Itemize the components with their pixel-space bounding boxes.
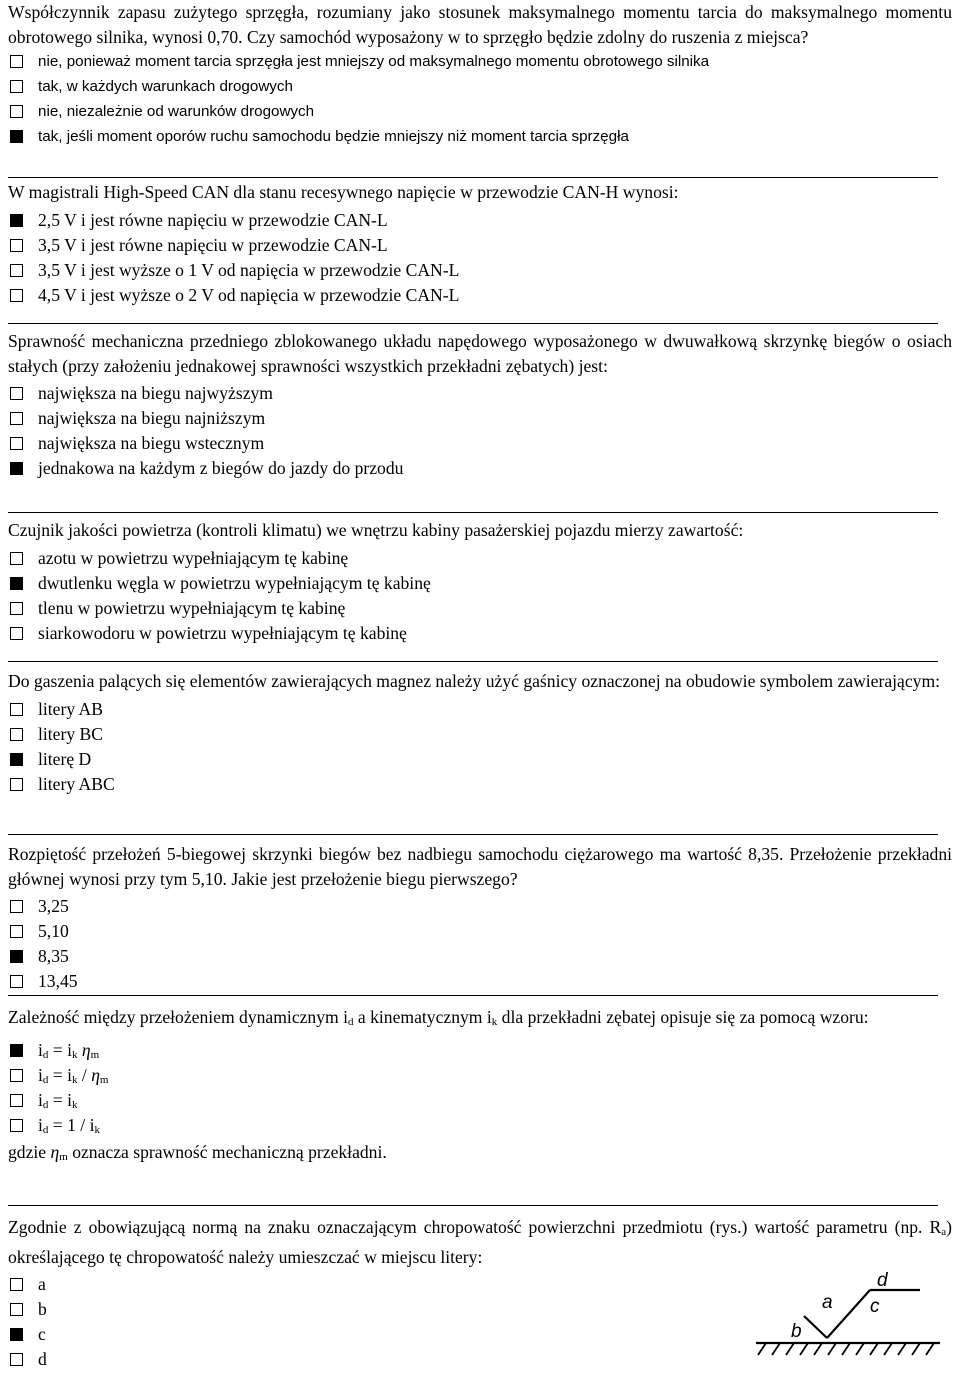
stem-text: a kinematycznym i [353,1007,492,1027]
answer-option[interactable] [8,124,952,149]
answer-option[interactable] [8,258,952,283]
question-stem: Sprawność mechaniczna przedniego zblokowanego układu napędowego wyposażonego w dwuwałkową skrzynkę biegów o osiach stałych (przy założeniu jednakowej sprawności wszystkich przekładni zębatych) jest: [8,331,952,376]
checkbox[interactable] [10,1353,23,1366]
answer-option[interactable] [8,1063,952,1088]
checkbox[interactable] [10,55,23,68]
option-label: litery AB [38,698,103,719]
separator [8,177,938,178]
checkbox[interactable] [10,552,23,565]
answer-option[interactable] [8,208,952,233]
answer-option[interactable] [8,571,952,596]
checkbox-checked[interactable] [10,1328,23,1341]
answer-option[interactable] [8,546,952,571]
answer-option[interactable] [8,697,952,722]
checkbox[interactable] [10,602,23,615]
checkbox[interactable] [10,1278,23,1291]
question-stem: W magistrali High-Speed CAN dla stanu recesywnego napięcie w przewodzie CAN-H wynosi: [8,182,679,202]
question-3 [8,329,952,481]
checkbox-checked[interactable] [10,214,23,227]
checkbox-checked[interactable] [10,130,23,143]
answer-option[interactable] [8,621,952,646]
option-label: b [38,1299,47,1319]
checkbox[interactable] [10,289,23,302]
option-label: dwutlenku węgla w powietrzu wypełniającym tę kabinę [38,572,431,593]
option-label: jednakowa na każdym z biegów do jazdy do przodu [38,458,404,478]
checkbox[interactable] [10,778,23,791]
option-label: 3,25 [38,896,69,916]
separator [8,512,938,513]
question-stem: Współczynnik zapasu zużytego sprzęgła, rozumiany jako stosunek maksymalnego momentu tarcia do maksymalnego momentu obrotowego silnika, wynosi 0,70. Czy samochód wyposażony w to sprzęgło będzie zdolny do ruszenia z miejsca? [8,2,952,47]
surface-hatching [758,1343,934,1355]
answer-option[interactable] [8,283,952,308]
option-label: siarkowodoru w powietrzu wypełniającym tę kabinę [38,622,407,643]
option-label: tlenu w powietrzu wypełniającym tę kabinę [38,597,346,618]
checkbox[interactable] [10,264,23,277]
answer-option[interactable] [8,1038,952,1063]
answer-option[interactable] [8,969,952,994]
option-label: azotu w powietrzu wypełniającym tę kabinę [38,547,349,568]
stem-text: dla przekładni zębatej opisuje się za pomocą wzoru: [497,1007,869,1027]
checkbox[interactable] [10,728,23,741]
answer-option[interactable] [8,233,952,258]
answer-option[interactable] [8,919,952,944]
checkbox[interactable] [10,80,23,93]
option-label: 2,5 V i jest równe napięciu w przewodzie CAN-L [38,209,388,230]
stem-text: Zależność między przełożeniem dynamicznym i [8,1007,349,1027]
checkbox[interactable] [10,900,23,913]
separator [8,1205,938,1206]
option-label: tak, w każdych warunkach drogowych [38,78,293,95]
symbol-long-leg [827,1290,870,1338]
separator [8,834,938,835]
formula: $i_d = 1 / i_k$ [38,1114,100,1136]
checkbox-checked[interactable] [10,753,23,766]
question-2 [8,180,952,308]
answer-option[interactable] [8,456,952,481]
stem-text: ) określającego tę chropowatość należy umieszczać w miejscu litery: [8,1217,952,1267]
answer-option[interactable] [8,74,952,99]
formula-note: gdzie $\eta_m$ oznacza sprawność mechaniczną przekładni. [8,1141,387,1163]
answer-option[interactable] [8,406,952,431]
answer-option[interactable] [8,431,952,456]
figure-label-d: d [877,1270,888,1291]
subscript: k [491,1016,498,1028]
checkbox[interactable] [10,387,23,400]
separator [8,323,938,324]
checkbox-checked[interactable] [10,950,23,963]
separator [8,661,938,662]
option-label: literę D [38,748,92,769]
question-stem: Czujnik jakości powietrza (kontroli klimatu) we wnętrzu kabiny pasażerskiej pojazdu mierzy zawartość: [8,520,744,540]
checkbox[interactable] [10,1094,23,1107]
option-label: największa na biegu wstecznym [38,433,265,453]
option-label: tak, jeśli moment oporów ruchu samochodu będzie mniejszy niż moment tarcia sprzęgła [38,128,629,145]
formula: $i_d = i_k$ [38,1089,78,1111]
option-label: 8,35 [38,946,69,966]
answer-option[interactable] [8,381,952,406]
answer-option[interactable] [8,894,952,919]
checkbox[interactable] [10,1119,23,1132]
checkbox[interactable] [10,412,23,425]
figure-label-c: c [870,1296,880,1317]
checkbox[interactable] [10,627,23,640]
symbol-short-leg [804,1316,827,1338]
separator [8,995,938,996]
figure-label-b: b [791,1321,802,1342]
roughness-symbol-figure [752,1266,942,1372]
answer-option[interactable] [8,722,952,747]
answer-option[interactable] [8,596,952,621]
option-label: 5,10 [38,921,69,941]
subscript: d [348,1016,354,1028]
answer-option[interactable] [8,1113,952,1138]
option-label: 3,5 V i jest wyższe o 1 V od napięcia w przewodzie CAN-L [38,259,460,280]
checkbox-checked[interactable] [10,1044,23,1057]
checkbox[interactable] [10,1069,23,1082]
option-label: nie, ponieważ moment tarcia sprzęgła jest mniejszy od maksymalnego momentu obrotowego silnika [38,53,710,70]
formula: $i_d = i_k / \eta_m$ [38,1064,109,1086]
question-4 [8,518,952,646]
option-label: d [38,1349,47,1369]
stem-text: Zgodnie z obowiązującą normą na znaku oznaczającym chropowatość powierzchni przedmiotu (rys.) wartość parametru (np. R [8,1217,942,1237]
checkbox[interactable] [10,1303,23,1316]
answer-option[interactable] [8,49,952,74]
checkbox[interactable] [10,975,23,988]
question-7 [8,1005,952,1169]
checkbox[interactable] [10,239,23,252]
question-6 [8,842,952,994]
answer-option[interactable] [8,747,952,772]
checkbox[interactable] [10,437,23,450]
option-label: a [38,1274,46,1294]
option-label: największa na biegu najniższym [38,408,266,428]
question-1 [8,0,952,149]
option-label: litery BC [38,723,103,744]
option-label: 3,5 V i jest równe napięciu w przewodzie CAN-L [38,234,388,255]
question-stem [8,1215,952,1269]
question-5 [8,669,952,797]
option-label: 4,5 V i jest wyższe o 2 V od napięcia w przewodzie CAN-L [38,284,460,305]
question-stem [8,1005,952,1035]
answer-option[interactable] [8,944,952,969]
checkbox[interactable] [10,925,23,938]
option-label: litery ABC [38,773,115,794]
option-label: c [38,1324,46,1344]
option-label: największa na biegu najwyższym [38,383,273,403]
figure-label-a: a [822,1292,833,1313]
answer-option[interactable] [8,772,952,797]
option-label: nie, niezależnie od warunków drogowych [38,103,315,120]
checkbox[interactable] [10,105,23,118]
answer-option[interactable] [8,1088,952,1113]
question-stem: Do gaszenia palących się elementów zawierających magnez należy użyć gaśnicy oznaczonej na obudowie symbolem zawierającym: [8,671,941,691]
formula: $i_d = i_k$ $\eta_m$ [38,1039,100,1061]
checkbox[interactable] [10,703,23,716]
option-label: 13,45 [38,971,78,991]
answer-option[interactable] [8,99,952,124]
checkbox-checked[interactable] [10,577,23,590]
subscript: a [941,1226,947,1238]
question-stem: Rozpiętość przełożeń 5-biegowej skrzynki biegów bez nadbiegu samochodu ciężarowego ma wartość 8,35. Przełożenie przekładni głównej wynosi przy tym 5,10. Jakie jest przełożenie biegu pierwszego? [8,844,952,889]
checkbox-checked[interactable] [10,462,23,475]
